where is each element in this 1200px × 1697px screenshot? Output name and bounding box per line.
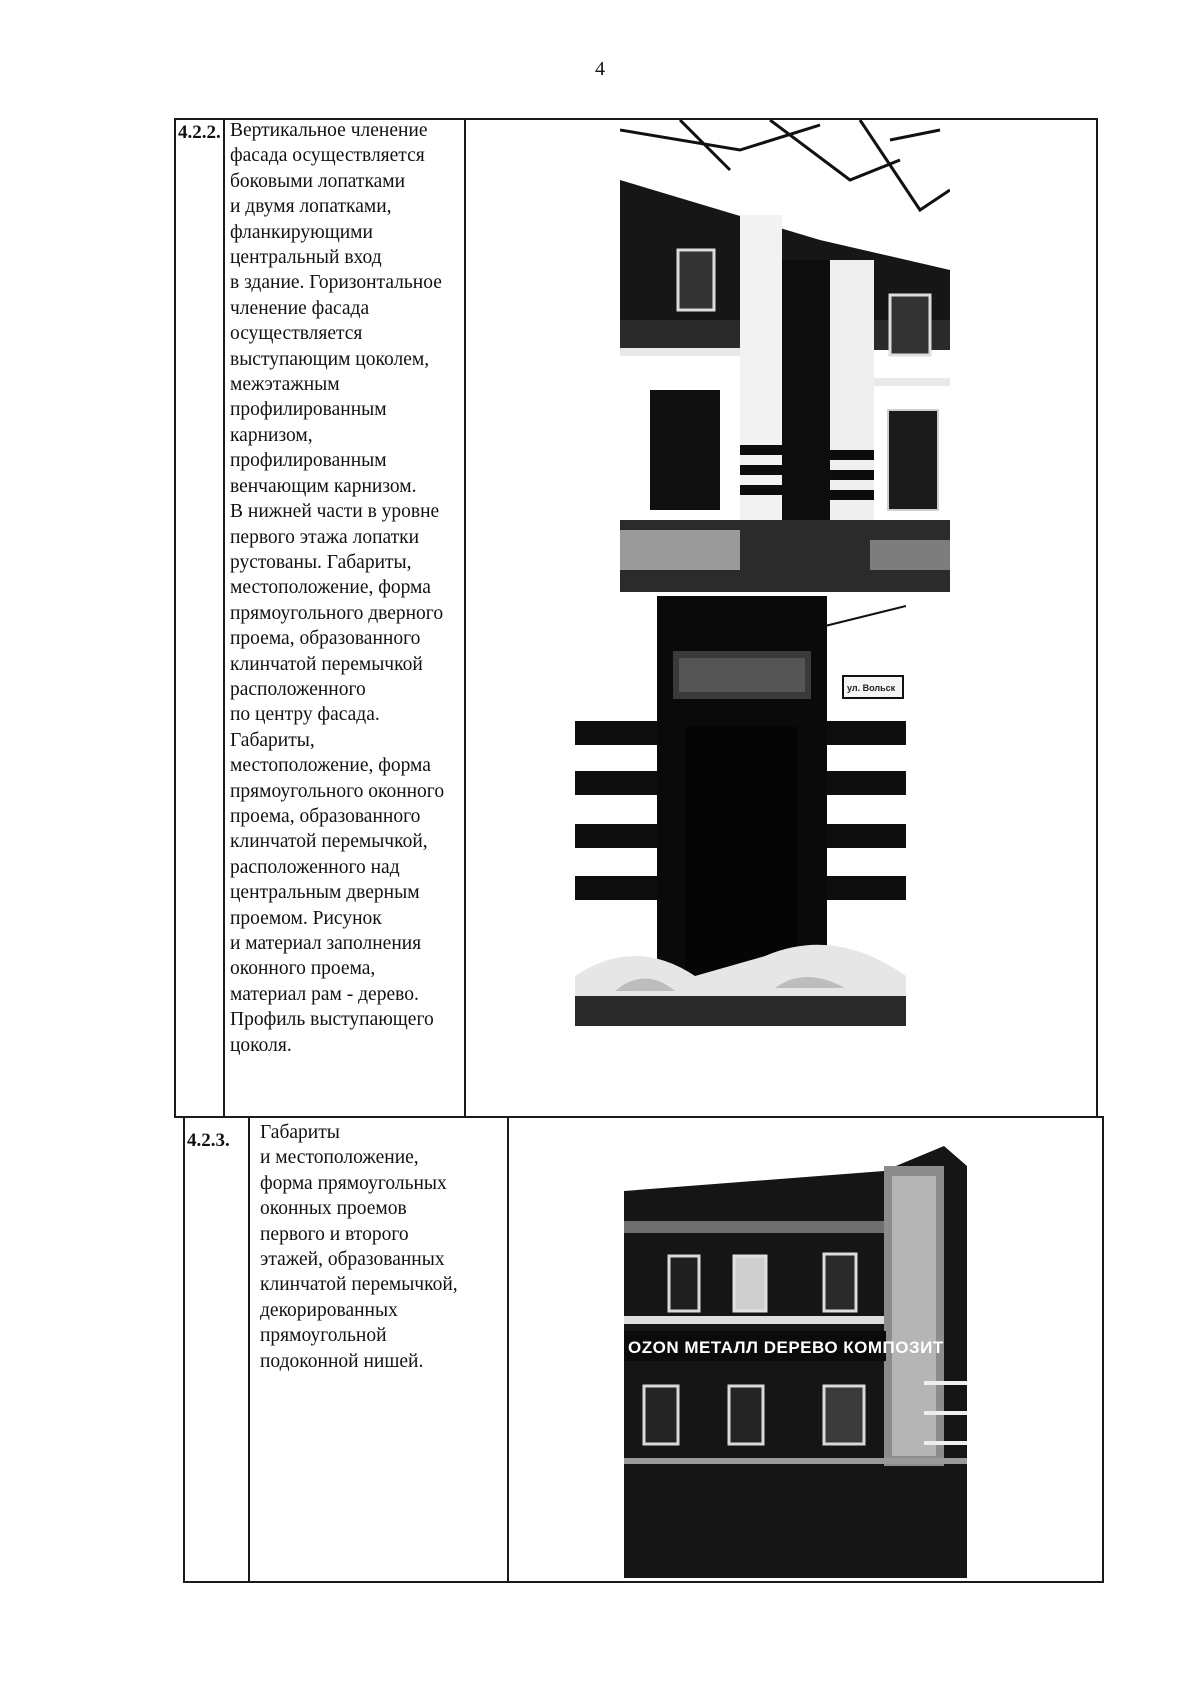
row-number: 4.2.3. bbox=[187, 1130, 230, 1151]
table-border-left bbox=[183, 1116, 185, 1583]
table-border-right bbox=[1102, 1116, 1104, 1583]
table-border-bottom bbox=[183, 1581, 1104, 1583]
table-border-top bbox=[174, 1116, 1104, 1118]
row-description: Габариты и местоположение, форма прямоугольных оконных проемов первого и второго этажей, образованных клинчатой перемычкой, декорированных прямоугольной подоконной нишей. bbox=[260, 1122, 458, 1372]
page-number: 4 bbox=[595, 58, 605, 80]
street-sign-text: ул. Вольск bbox=[847, 683, 896, 693]
row-description: Вертикальное членение фасада осуществляется боковыми лопатками и двумя лопатками, фланкирующими центральный вход в здание. Горизонтальное членение фасада осуществляется выступающим цоколем, межэтажным профилированным карнизом, профилированным венчающим карнизом. В нижней части в уровне первого этажа лопатки рустованы. Габариты, местоположение, форма прямоугольного дверного проема, образованного клинчатой перемычкой расположенного по центру фасада. Габариты, местоположение, форма прямоугольного оконного проема, образованного клинчатой перемычкой, расположенного над центральным дверным проемом. Рисунок и материал заполнения оконного проема, материал рам - дерево. Профиль выступающего цоколя. bbox=[230, 120, 445, 1056]
table-row bbox=[183, 1116, 1104, 1583]
facade-photo bbox=[620, 120, 950, 592]
column-divider bbox=[248, 1116, 250, 1583]
table-border-left bbox=[174, 118, 176, 1117]
table-border-right bbox=[1096, 118, 1098, 1117]
table-row bbox=[174, 118, 1098, 1117]
windows-photo bbox=[624, 1146, 967, 1578]
column-divider bbox=[507, 1116, 509, 1583]
column-divider bbox=[223, 118, 225, 1117]
shop-sign-text: OZON МЕТАЛЛ DЕРЕВО КОМПОЗИТ bbox=[628, 1338, 944, 1357]
row-number: 4.2.2. bbox=[178, 122, 221, 143]
door-photo bbox=[575, 596, 906, 1026]
